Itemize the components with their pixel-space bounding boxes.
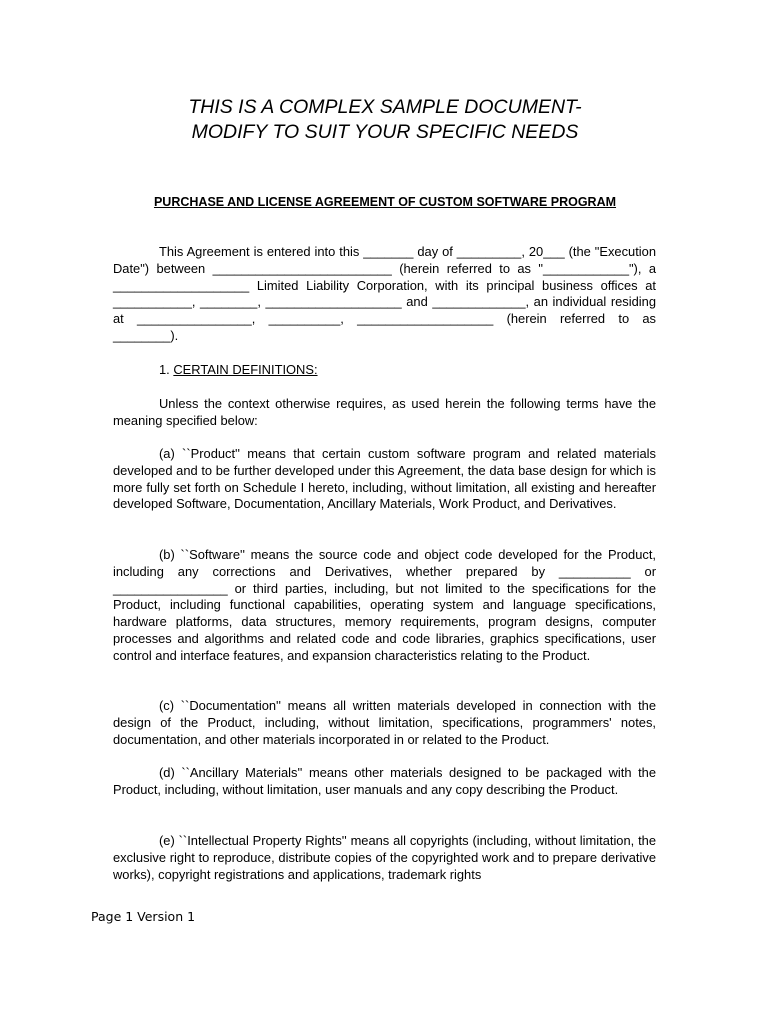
section-1-heading	[159, 362, 318, 379]
agreement-heading: PURCHASE AND LICENSE AGREEMENT OF CUSTOM SOFTWARE PROGRAM	[153, 195, 617, 209]
definition-e: (e) ``Intellectual Property Rights'' means all copyrights (including, without limitation, the exclusive right to reproduce, distribute copies of the copyrighted work and to prepare derivative works), copyright registrations and applications, trademark rights	[113, 833, 656, 882]
definition-d: (d) ``Ancillary Materials'' means other materials designed to be packaged with the Product, including, without limitation, user manuals and any copy describing the Product.	[113, 765, 656, 797]
definition-c: (c) ``Documentation'' means all written materials developed in connection with the design of the Product, including, without limitation, specifications, programmers' notes, documentation, and other materials incorporated in or related to the Product.	[113, 698, 656, 747]
section-1-intro: Unless the context otherwise requires, as used herein the following terms have the meaning specified below:	[113, 396, 656, 428]
definition-d-block	[113, 765, 656, 799]
definition-a: (a) ``Product'' means that certain custom software program and related materials developed and to be further developed under this Agreement, the data base design for which is more fully set forth on Schedule I hereto, including, without limitation, all existing and hereafter developed Software, Documentation, Ancillary Materials, Work Product, and Derivatives.	[113, 446, 656, 512]
definition-a-block	[113, 446, 656, 513]
definition-b: (b) ``Software'' means the source code and object code developed for the Product, including any corrections and Derivatives, whether prepared by __________ or ________________ or third parties, including, but not limited to the specifications for the Product, including functional capabilities, operating system and language specifications, hardware platforms, data structures, memory requirements, program designs, computer processes and algorithms and related code and code libraries, graphics specifications, user control and interface features, and expansion characteristics relating to the Product.	[113, 547, 656, 663]
intro-paragraph-block	[113, 244, 656, 345]
document-title-line1: THIS IS A COMPLEX SAMPLE DOCUMENT-	[188, 96, 582, 118]
document-title-line2: MODIFY TO SUIT YOUR SPECIFIC NEEDS	[191, 121, 579, 143]
page-footer: Page 1 Version 1	[91, 909, 196, 924]
definition-e-block	[113, 833, 656, 883]
definition-c-block	[113, 698, 656, 748]
section-1-title: CERTAIN DEFINITIONS:	[173, 362, 318, 377]
section-1-intro-block	[113, 396, 656, 430]
intro-paragraph: This Agreement is entered into this _______ day of _________, 20___ (the "Execution Date") between _________________________ (herein referred to as "____________"), a ___________________ Limited Liability Corporation, with its principal business offices at ___________, ________, ___________________ and _____________, an individual residing at ________________, __________, ___________________ (herein referred to as ________).	[113, 244, 656, 343]
definition-b-block	[113, 547, 656, 665]
section-1-number: 1.	[159, 362, 174, 377]
